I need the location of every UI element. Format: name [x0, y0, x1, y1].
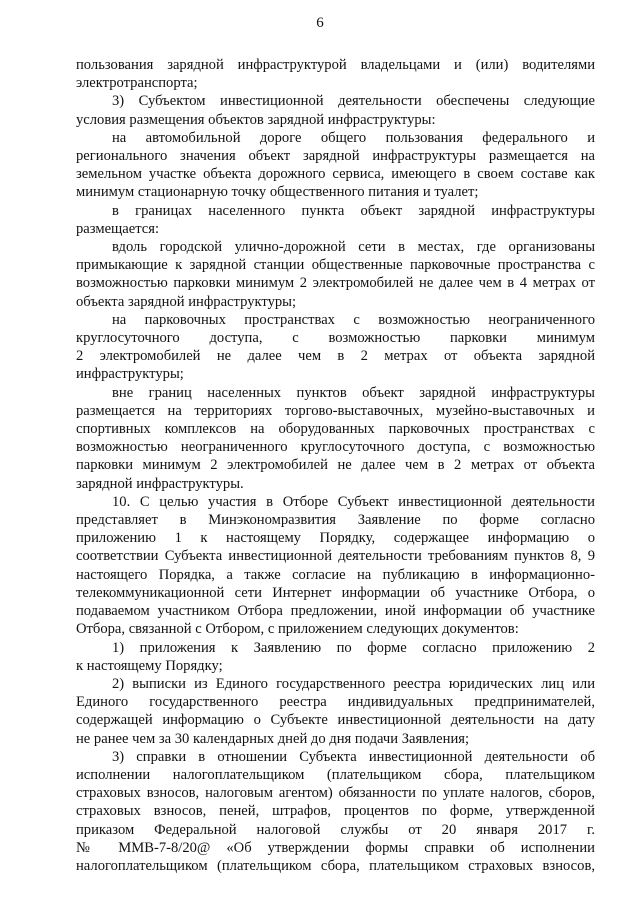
text-line: № ММВ-7-8/20@ «Об утверждении формы справки об исполнении	[76, 839, 595, 856]
text-line: 10. С целью участия в Отборе Субъект инвестиционной деятельности	[112, 493, 595, 510]
text-line: приложению 1 к настоящему Порядку, содержащее информацию о	[76, 530, 595, 547]
text-line: соответствии Субъекта инвестиционной деятельности требованиям пунктов 8, 9	[76, 548, 595, 565]
text-line: возможностью неограниченного круглосуточного доступа, с возможностью	[76, 439, 595, 456]
text-line: парковки минимум 2 электромобилей не далее чем в 2 метрах от объекта	[76, 457, 595, 474]
text-line: примыкающие к зарядной станции общественные парковочные пространства с	[76, 257, 595, 274]
text-line: объекта зарядной инфраструктуры;	[76, 293, 297, 310]
text-line: приказом Федеральной налоговой службы от 20 января 2017 г.	[76, 821, 595, 838]
text-line: 2 электромобилей не далее чем в 2 метрах от объекта зарядной	[76, 348, 595, 365]
text-line: пользования зарядной инфраструктурой владельцами и (или) водителями	[76, 57, 595, 73]
text-line: размещается:	[76, 220, 160, 237]
text-line: не ранее чем за 30 календарных дней до дня подачи Заявления;	[76, 730, 470, 747]
text-line: содержащей информацию о Субъекте инвестиционной деятельности на дату	[76, 712, 595, 729]
text-line: страховых взносов, пеней, штрафов, процентов по форме, утвержденной	[76, 803, 595, 820]
text-line: зарядной инфраструктуры.	[76, 475, 244, 492]
text-line: представляет в Минэкономразвития Заявление по форме согласно	[76, 512, 595, 529]
text-line: на парковочных пространствах с возможностью неограниченного	[112, 311, 595, 328]
text-line: к настоящему Порядку;	[76, 657, 223, 674]
text-line: в границах населенного пункта объект зарядной инфраструктуры	[112, 202, 595, 219]
text-line: 1) приложения к Заявлению по форме согласно приложению 2	[112, 639, 595, 656]
text-line: 3) Субъектом инвестиционной деятельности обеспечены следующие	[112, 93, 595, 110]
text-line: Единого государственного реестра индивидуальных предпринимателей,	[76, 694, 595, 711]
text-line: 2) выписки из Единого государственного реестра юридических лиц или	[112, 675, 595, 692]
text-line: вне границ населенных пунктов объект зарядной инфраструктуры	[112, 384, 595, 401]
text-line: спортивных комплексов на оборудованных парковочных пространствах с	[76, 421, 595, 438]
text-line: электротранспорта;	[76, 75, 198, 92]
text-line: минимум стационарную точку общественного питания и туалет;	[76, 184, 479, 201]
page-number: 6	[316, 15, 324, 31]
text-line: круглосуточного доступа, с возможностью парковки минимум	[76, 330, 595, 347]
text-line: Отбора, связанной с Отбором, с приложением следующих документов:	[76, 621, 519, 638]
text-line: исполнении налогоплательщиком (плательщиком сбора, плательщиком	[76, 766, 595, 783]
text-line: настоящего Порядка, а также согласие на публикацию в информационно-	[76, 566, 595, 583]
text-line: инфраструктуры;	[76, 366, 184, 383]
text-line: регионального значения объект зарядной инфраструктуры размещается на	[76, 148, 595, 165]
text-line: 3) справки в отношении Субъекта инвестиционной деятельности об	[112, 748, 595, 765]
text-line: вдоль городской улично-дорожной сети в местах, где организованы	[112, 239, 595, 256]
text-line: размещается на территориях торгово-выставочных, музейно-выставочных и	[76, 402, 595, 419]
text-line: на автомобильной дороге общего пользования федерального и	[112, 129, 595, 146]
text-line: возможностью парковки минимум 2 электромобилей не далее чем в 4 метрах от	[76, 275, 595, 292]
text-line: условия размещения объектов зарядной инфраструктуры:	[76, 111, 436, 128]
text-line: земельном участке объекта дорожного сервиса, имеющего в своем составе как	[76, 166, 595, 183]
text-line: телекоммуникационной сети Интернет информации об участнике Отбора, о	[76, 584, 595, 601]
document-body	[76, 56, 595, 875]
text-line: страховых взносов, налоговым агентом) обязанности по уплате налогов, сборов,	[76, 785, 595, 802]
text-line: налогоплательщиком (плательщиком сбора, плательщиком страховых взносов,	[76, 857, 595, 874]
text-line: подаваемом участником Отбора предложении, иной информации об участнике	[76, 603, 595, 620]
